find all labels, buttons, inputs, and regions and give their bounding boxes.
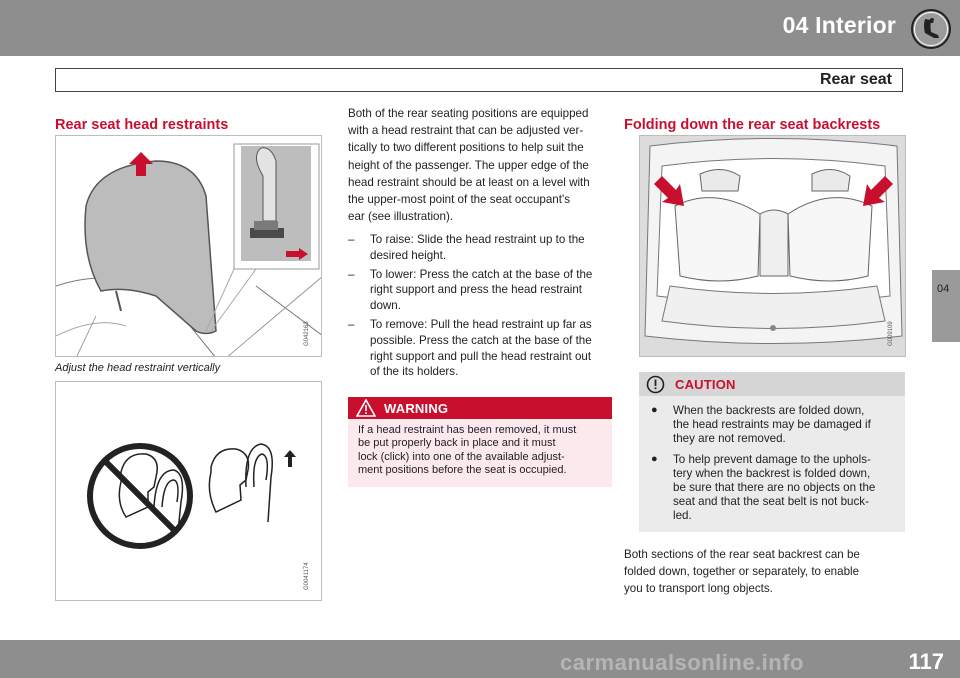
text-line: Both of the rear seating positions are equipped <box>348 107 589 120</box>
instruction-list <box>348 232 616 383</box>
text-line: height of the passenger. The upper edge of the <box>348 158 589 172</box>
warning-text <box>358 424 613 478</box>
head-restraint-illustration <box>56 136 322 357</box>
list-dash: – <box>348 267 355 281</box>
chapter-icon-box <box>906 4 956 54</box>
footer-bar <box>0 640 960 678</box>
intro-paragraph <box>348 105 616 225</box>
figure-head-restraint-position <box>55 381 322 601</box>
caution-item <box>649 453 907 522</box>
outro-paragraph <box>624 546 908 598</box>
chapter-side-tab <box>932 270 960 342</box>
text-line: seat and that the seat belt is not buck- <box>673 494 869 508</box>
heading-rear-seat-head-restraints: Rear seat head restraints <box>55 117 229 133</box>
list-item <box>348 232 616 264</box>
text-line: they are not removed. <box>673 431 786 445</box>
warning-header <box>348 397 612 419</box>
text-line: folded down, together or separately, to enable <box>624 565 860 579</box>
text-line: desired height. <box>370 248 447 262</box>
bullet: ● <box>651 404 658 416</box>
up-arrow-icon <box>284 450 296 467</box>
bullet: ● <box>651 453 658 466</box>
figure-rear-seat-backrests <box>639 135 906 357</box>
chapter-title: 04 Interior <box>782 12 896 38</box>
caution-header <box>639 372 905 396</box>
text-line: you to transport long objects. <box>624 582 773 596</box>
text-line: with a head restraint that can be adjusted ver- <box>348 124 584 138</box>
section-title: Rear seat <box>819 71 892 88</box>
text-line: lock (click) into one of the available adjust- <box>358 450 565 463</box>
figure-caption: Adjust the head restraint vertically <box>55 362 221 374</box>
text-line: tically to two different positions to help suit the <box>348 141 584 155</box>
text-line: be put properly back in place and it must <box>358 437 556 450</box>
text-line: ment positions before the seat is occupied. <box>358 464 567 477</box>
exclamation-icon <box>646 375 665 394</box>
text-line: To lower: Press the catch at the base of the <box>370 267 593 281</box>
warning-box <box>348 397 612 487</box>
text-line: possible. Press the catch at the base of the <box>370 333 592 347</box>
text-line: head restraint should be at least on a level with <box>348 175 590 189</box>
section-bar <box>55 68 903 92</box>
figure-code: G0041174 <box>304 562 310 590</box>
text-line: right support and press the head restraint <box>370 283 583 297</box>
rear-seat-illustration <box>640 136 906 357</box>
text-line: tery when the backrest is folded down, <box>673 467 871 481</box>
list-dash: – <box>348 317 355 331</box>
text-line: the head restraints may be damaged if <box>673 417 871 431</box>
caution-list <box>649 404 907 530</box>
text-line: right support and pull the head restraint out <box>370 349 592 363</box>
text-line: down. <box>370 299 401 313</box>
warning-triangle-icon <box>356 399 376 417</box>
caution-item <box>649 404 907 445</box>
text-line: If a head restraint has been removed, it must <box>358 424 577 436</box>
figure-code: G009109 <box>888 321 894 346</box>
heading-folding-rear-seat: Folding down the rear seat backrests <box>624 117 881 133</box>
list-item <box>348 267 616 314</box>
text-line: of the its holders. <box>370 365 459 379</box>
list-item <box>348 317 616 380</box>
text-line: ear (see illustration). <box>348 210 454 224</box>
figure-code: G042163 <box>304 321 310 346</box>
head-restraint-position-illustration <box>56 382 322 601</box>
warning-title: WARNING <box>384 401 449 416</box>
text-line: Both sections of the rear seat backrest can be <box>624 548 860 561</box>
text-line: To raise: Slide the head restraint up to the <box>370 233 585 246</box>
text-line: To remove: Pull the head restraint up far as <box>370 317 592 331</box>
caution-title: CAUTION <box>675 377 736 392</box>
seat-icon <box>910 8 952 50</box>
watermark: carmanualsonline.info <box>560 650 804 675</box>
caution-box <box>639 372 905 532</box>
text-line: the upper-most point of the seat occupant's <box>348 193 570 207</box>
list-dash: – <box>348 233 355 246</box>
text-line: be sure that there are no objects on the <box>673 480 876 494</box>
text-line: led. <box>673 508 692 522</box>
page-number: 117 <box>908 649 944 674</box>
text-line: To help prevent damage to the uphols- <box>673 453 871 467</box>
chapter-side-tab-label: 04 <box>937 283 950 295</box>
text-line: When the backrests are folded down, <box>673 404 865 417</box>
figure-head-restraint-adjust <box>55 135 322 357</box>
